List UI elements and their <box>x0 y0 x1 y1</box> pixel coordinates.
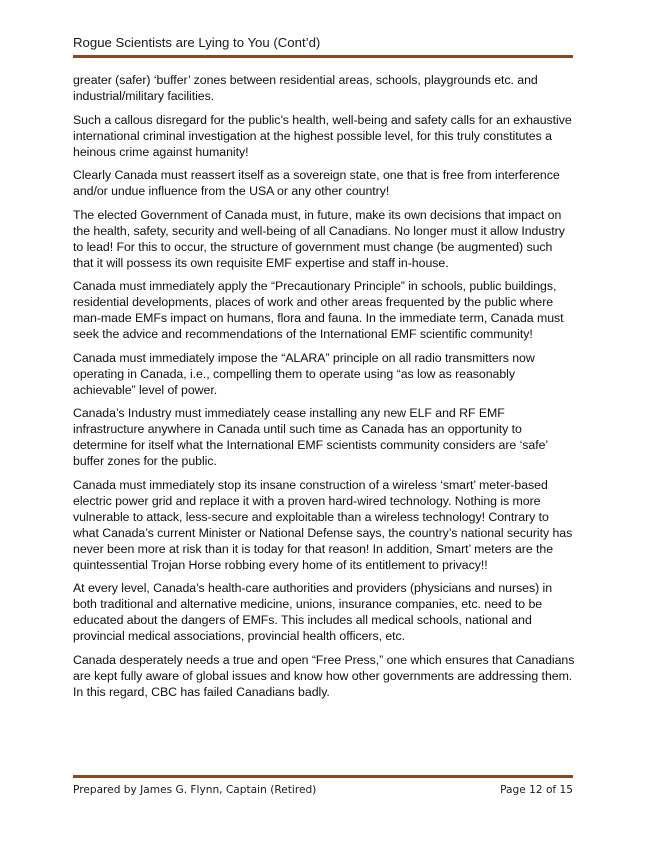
paragraph-sovereign-state: Clearly Canada must reassert itself as a sovereign state, one that is free from interference and/or undue influence from the USA or any other country! <box>73 168 560 198</box>
page-header-title: Rogue Scientists are Lying to You (Cont’d) <box>73 35 321 50</box>
header-divider <box>73 55 573 58</box>
paragraph-precautionary-principle: Canada must immediately apply the “Precautionary Principle” in schools, public buildings, residential developments, places of work and other areas frequented by the public where man-made EMFs impact on humans, flora and fauna. In the immediate term, Canada must seek the advice and recommendations of the International EMF scientific community! <box>73 279 564 341</box>
paragraph-criminal-investigation: Such a callous disregard for the public’s health, well-being and safety calls for an exhaustive international criminal investigation at the highest possible level, for this truly constitutes a heinous crime against humanity! <box>73 112 572 159</box>
paragraph-buffer-zones: greater (safer) ‘buffer’ zones between residential areas, schools, playgrounds etc. and industrial/military facilities. <box>73 73 538 103</box>
paragraph-cease-installing: Canada’s Industry must immediately cease installing any new ELF and RF EMF infrastructure anywhere in Canada until such time as Canada has an opportunity to determine for itself what the International EMF scientists community considers are ‘safe’ buffer zones for the public. <box>73 406 548 468</box>
document-body <box>73 72 576 707</box>
paragraph-government-decisions: The elected Government of Canada must, in future, make its own decisions that impact on the health, safety, security and well-being of all Canadians. No longer must it allow Industry to lead! For this to occur, the structure of government must change (be augmented) such that it will possess its own requisite EMF expertise and staff in-house. <box>73 207 565 270</box>
paragraph-health-care-education: At every level, Canada’s health-care authorities and providers (physicians and nurses) in both traditional and alternative medicine, unions, insurance companies, etc. need to be educated about the dangers of EMFs. This includes all medical schools, national and provincial medical associations, provincial health officers, etc. <box>73 581 553 643</box>
paragraph-smart-meter: Canada must immediately stop its insane construction of a wireless ‘smart’ meter-based electric power grid and replace it with a proven hard-wired technology. Nothing is more vulnerable to attack, less-secure and exploitable than a wireless technology! Contrary to what Canada’s current Minister or National Defense says, the country’s national security has never been more at risk than it is today for that reason! In addition, Smart’ meters are the quintessential Trojan Horse robbing every home of its entitlement to privacy!! <box>73 477 573 572</box>
footer-author: Prepared by James G. Flynn, Captain (Retired) <box>73 784 317 796</box>
footer-page-number: Page 12 of 15 <box>500 784 573 796</box>
paragraph-free-press: Canada desperately needs a true and open “Free Press,” one which ensures that Canadians are kept fully aware of global issues and know how other governments are addressing them. In this regard, CBC has failed Canadians badly. <box>73 652 575 699</box>
footer-divider <box>73 775 573 778</box>
paragraph-alara-principle: Canada must immediately impose the “ALARA” principle on all radio transmitters now operating in Canada, i.e., compelling them to operate using “as low as reasonably achievable” level of power. <box>73 350 535 397</box>
